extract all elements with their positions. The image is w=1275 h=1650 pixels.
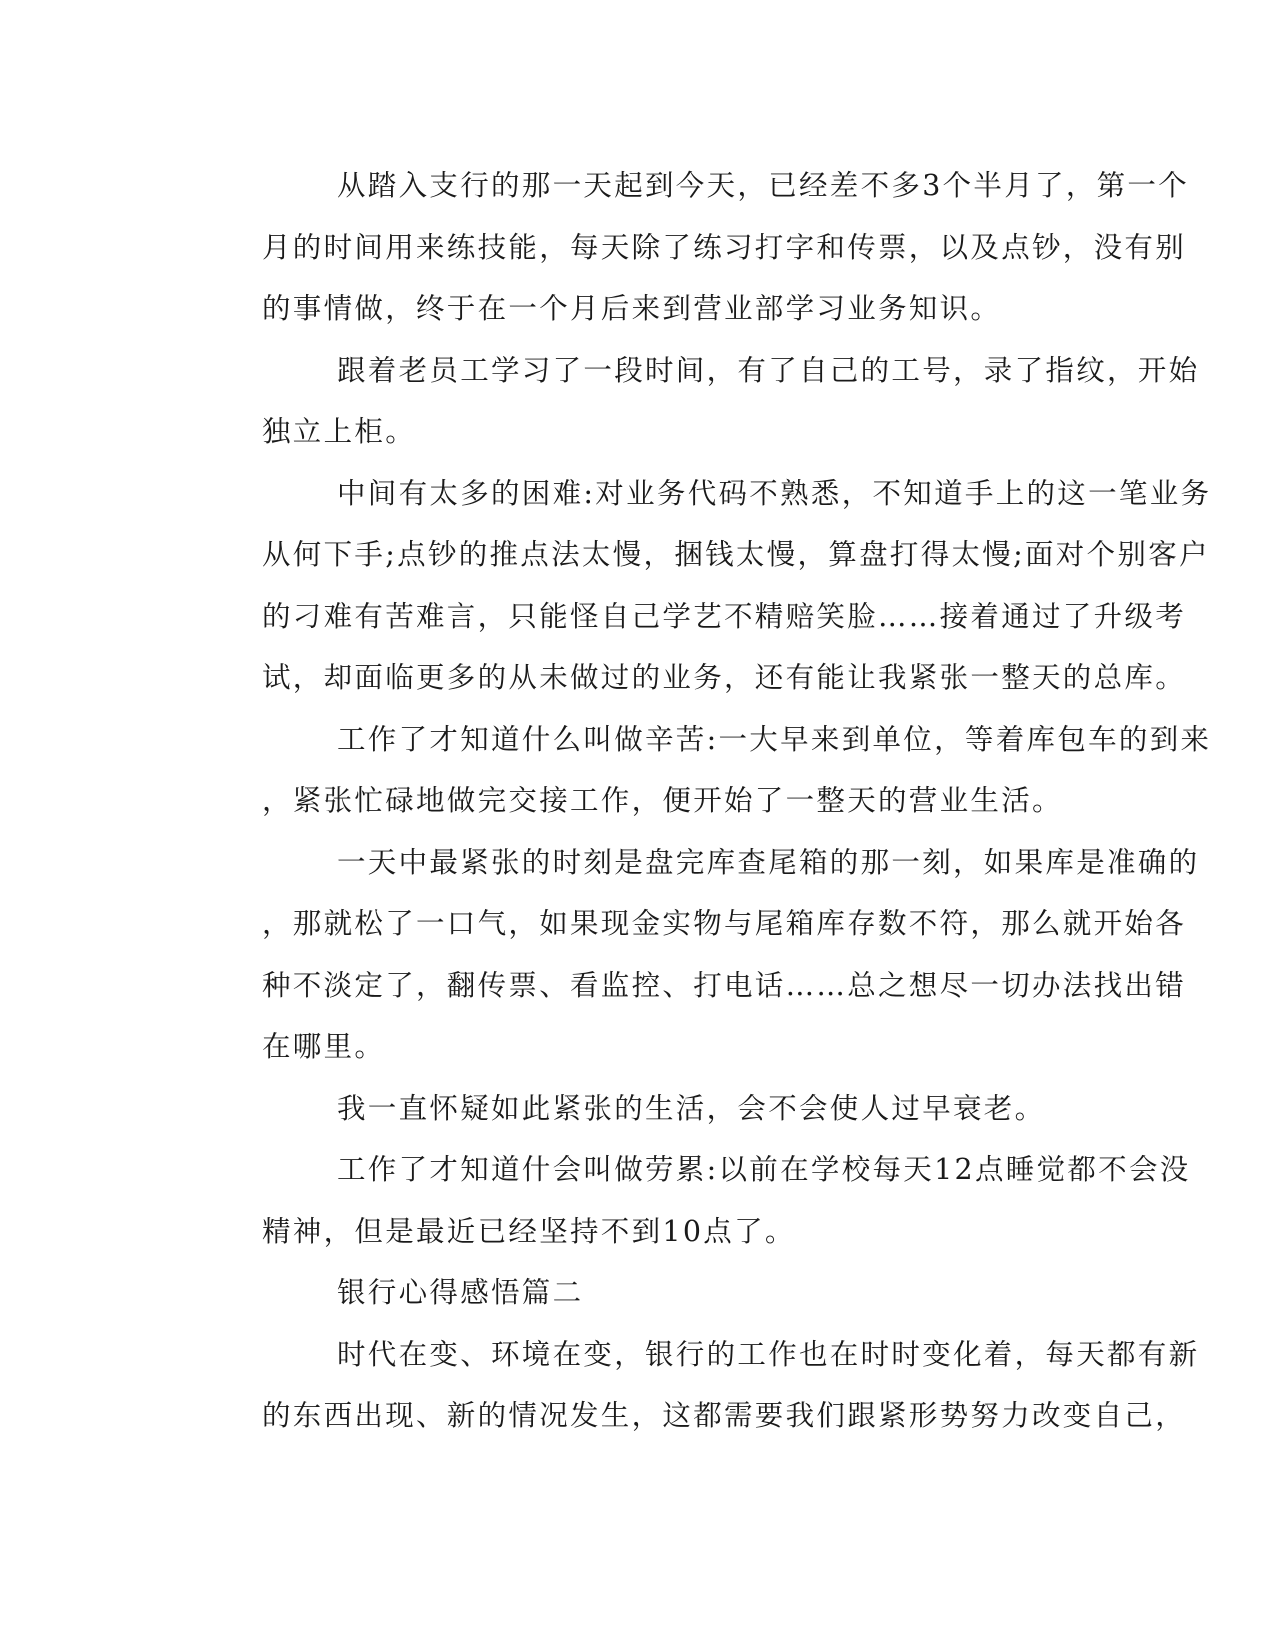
paragraph-3 [187,463,1212,709]
text-line: ，那就松了一口气，如果现金实物与尾箱库存数不符，那么就开始各 [262,907,1187,940]
paragraph-6 [187,1078,1087,1140]
text-line: 中间有太多的困难:对业务代码不熟悉，不知道手上的这一笔业务 [337,476,1212,510]
text-line: 精神，但是最近已经坚持不到10点了。 [262,1214,796,1248]
text-line: 我一直怀疑如此紧张的生活，会不会使人过早衰老。 [337,1091,1046,1125]
heading-text: 银行心得感悟篇二 [337,1276,584,1309]
paragraph-9 [187,1324,1200,1447]
text-line: 跟着老员工学习了一段时间，有了自己的工号，录了指纹，开始 [337,353,1200,387]
text-line: 种不淡定了，翻传票、看监控、打电话……总之想尽一切办法找出错 [262,968,1187,1002]
text-line: 的刁难有苦难言，只能怪自己学艺不精赔笑脸……接着通过了升级考 [262,599,1187,633]
text-line: 时代在变、环境在变，银行的工作也在时时变化着，每天都有新 [337,1337,1200,1371]
section-heading [187,1262,1087,1324]
paragraph-2 [187,340,1200,463]
text-line: 工作了才知道什么叫做辛苦:一大早来到单位，等着库包车的到来 [337,722,1212,756]
text-line: 月的时间用来练技能，每天除了练习打字和传票，以及点钞，没有别 [262,230,1187,264]
text-line: 的事情做，终于在一个月后来到营业部学习业务知识。 [262,292,1002,325]
text-line: 试，却面临更多的从未做过的业务，还有能让我紧张一整天的总库。 [262,661,1187,694]
text-line: ，紧张忙碌地做完交接工作，便开始了一整天的营业生活。 [262,784,1063,817]
text-line: 从何下手;点钞的推点法太慢，捆钱太慢，算盘打得太慢;面对个别客户 [262,538,1210,571]
body-text [187,155,1212,1447]
text-line: 从踏入支行的那一天起到今天，已经差不多3个半月了，第一个 [337,169,1190,202]
text-line: 在哪里。 [262,1030,386,1063]
text-line: 的东西出现、新的情况发生，这都需要我们跟紧形势努力改变自己， [262,1399,1187,1432]
paragraph-4 [187,709,1212,832]
paragraph-1 [187,155,1190,340]
paragraph-5 [187,832,1200,1078]
text-line: 独立上柜。 [262,415,417,448]
paragraph-7 [187,1139,1191,1262]
text-line: 工作了才知道什会叫做劳累:以前在学校每天12点睡觉都不会没 [337,1153,1191,1186]
text-line: 一天中最紧张的时刻是盘完库查尾箱的那一刻，如果库是准确的 [337,845,1200,879]
